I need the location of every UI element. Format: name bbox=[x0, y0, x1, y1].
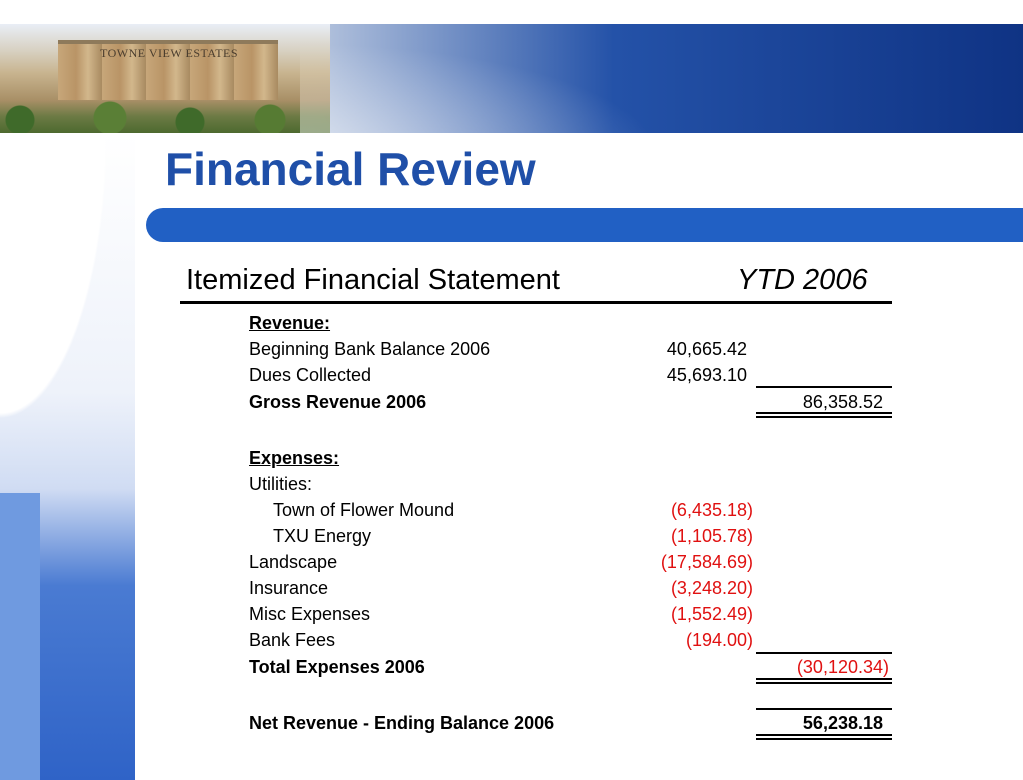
revenue-item-label: Dues Collected bbox=[249, 365, 372, 385]
gross-revenue-amount: 86,358.52 bbox=[802, 392, 883, 412]
total-double-rule-top bbox=[756, 412, 892, 414]
statement-heading-rule bbox=[180, 301, 892, 304]
net-double-rule-top bbox=[756, 734, 892, 736]
expense-item-amount: (3,248.20) bbox=[670, 578, 753, 598]
total-double-rule-bottom bbox=[756, 682, 892, 684]
statement-heading: Itemized Financial Statement bbox=[186, 264, 560, 296]
subtotal-rule bbox=[756, 386, 892, 388]
gross-revenue-label: Gross Revenue 2006 bbox=[249, 392, 427, 412]
header-wave-decoration bbox=[300, 24, 720, 133]
entrance-sign-text: TOWNE VIEW ESTATES bbox=[100, 46, 239, 60]
expense-item-label: Misc Expenses bbox=[249, 604, 371, 624]
net-double-rule-bottom bbox=[756, 738, 892, 740]
revenue-item-label: Beginning Bank Balance 2006 bbox=[249, 339, 491, 359]
utility-item-amount: (6,435.18) bbox=[670, 500, 753, 520]
total-double-rule-top bbox=[756, 678, 892, 680]
expense-item-label: Insurance bbox=[249, 578, 329, 598]
left-decorative-band bbox=[0, 133, 135, 780]
expense-item-amount: (17,584.69) bbox=[660, 552, 753, 572]
expenses-section-label: Expenses: bbox=[249, 448, 340, 468]
total-double-rule-bottom bbox=[756, 416, 892, 418]
header-top-strip bbox=[0, 0, 1023, 24]
net-revenue-label: Net Revenue - Ending Balance 2006 bbox=[249, 713, 555, 733]
net-top-rule bbox=[756, 708, 892, 710]
bushes-image bbox=[0, 100, 330, 133]
header-banner bbox=[0, 0, 1023, 133]
expense-item-label: Bank Fees bbox=[249, 630, 336, 650]
statement-period: YTD 2006 bbox=[737, 264, 868, 296]
left-band-stripe bbox=[0, 493, 40, 780]
revenue-item-amount: 40,665.42 bbox=[666, 339, 747, 359]
utilities-label: Utilities: bbox=[249, 474, 313, 494]
utility-item-label: TXU Energy bbox=[273, 526, 372, 546]
utility-item-label: Town of Flower Mound bbox=[273, 500, 455, 520]
expense-item-label: Landscape bbox=[249, 552, 338, 572]
left-band-curve bbox=[0, 133, 135, 493]
total-expenses-label: Total Expenses 2006 bbox=[249, 657, 425, 677]
revenue-item-amount: 45,693.10 bbox=[666, 365, 747, 385]
revenue-section-label: Revenue: bbox=[249, 313, 331, 333]
total-expenses-amount: (30,120.34) bbox=[796, 657, 889, 677]
slide-title: Financial Review bbox=[165, 143, 536, 195]
title-accent-bar bbox=[146, 208, 1023, 242]
utility-item-amount: (1,105.78) bbox=[670, 526, 753, 546]
net-revenue-amount: 56,238.18 bbox=[802, 713, 883, 733]
expense-item-amount: (194.00) bbox=[685, 630, 753, 650]
expense-item-amount: (1,552.49) bbox=[670, 604, 753, 624]
subtotal-rule bbox=[756, 652, 892, 654]
